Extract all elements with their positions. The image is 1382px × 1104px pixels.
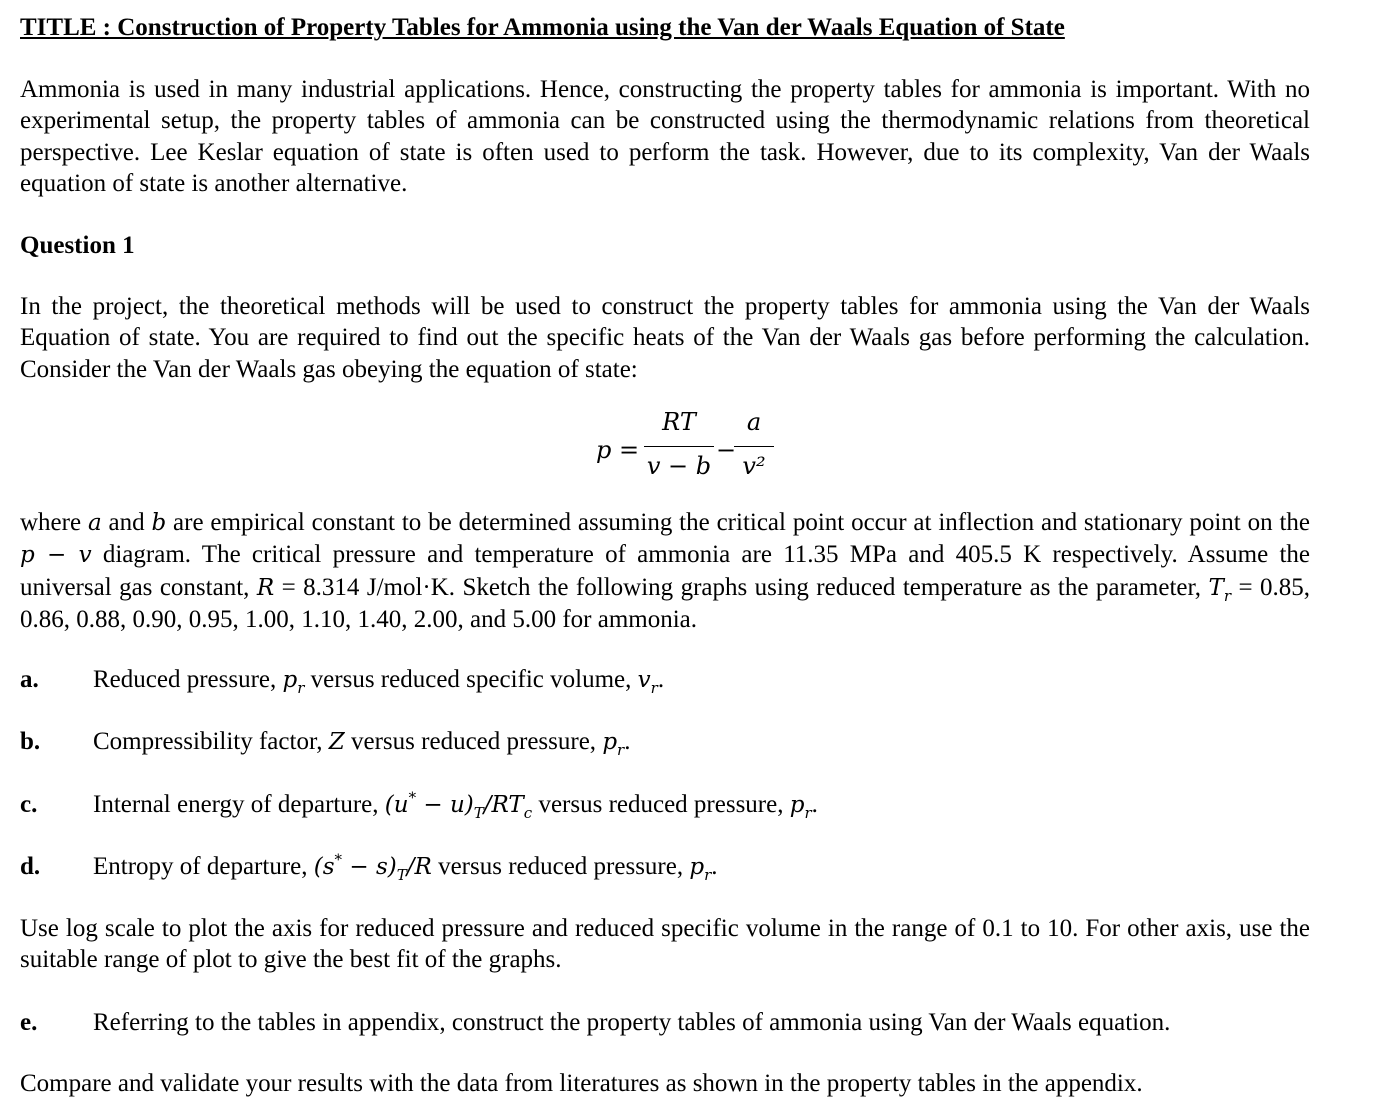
text-run: and	[101, 509, 152, 536]
symbol-a: a	[87, 510, 102, 536]
subscript-t: T	[396, 866, 407, 884]
math-expression: /RT	[483, 792, 524, 818]
intro-paragraph: Ammonia is used in many industrial applications. Hence, constructing the property tables for ammonia is important. With no experimental setup, the property tables of ammonia can be constructed using the thermodynamic relations from theoretical perspective. Lee Keslar equation of state is often used to perform the task. However, due to its complexity, Van der Waals equation of state is another alternative.	[20, 76, 1310, 197]
subscript-r: r	[704, 866, 712, 884]
superscript-star: *	[408, 788, 417, 807]
list-item-c	[20, 789, 1310, 821]
text-run: Compressibility factor,	[93, 728, 329, 755]
symbol-p: p	[282, 667, 298, 693]
list-item-d	[20, 851, 1310, 883]
subscript-c: c	[523, 804, 533, 822]
list-item-b	[20, 726, 1310, 758]
fraction-rt-over-v-minus-b	[644, 408, 714, 488]
question-heading: Question 1	[20, 232, 135, 259]
text-run: where	[20, 509, 88, 536]
subscript-t: T	[473, 804, 484, 822]
symbol-p: p	[602, 729, 618, 755]
text-run: versus reduced pressure,	[532, 791, 790, 818]
text-run: .	[811, 791, 818, 818]
math-expression: (u	[384, 792, 409, 818]
text-run: are empirical constant to be determined assuming the critical point occur at inflection and stationary point on the	[166, 509, 1310, 536]
list-item-a	[20, 664, 1310, 696]
symbol-p-minus-v: p − v	[20, 542, 92, 569]
item-label: a.	[20, 666, 39, 693]
symbol-b: b	[151, 510, 167, 536]
text-run: Entropy of departure,	[93, 853, 314, 880]
fraction-denominator-v-squared: v²	[742, 452, 766, 480]
text-run: Referring to the tables in appendix, construct the property tables of ammonia using Van der Waals equation.	[93, 1009, 1171, 1036]
compare-paragraph: Compare and validate your results with the data from literatures as shown in the property tables in the appendix.	[20, 1070, 1143, 1097]
text-run: diagram. The critical pressure and temperature of ammonia are 11.35 MPa and 405.5 K respectively. Assume the universal gas constant,	[20, 541, 1310, 601]
text-run: versus reduced pressure,	[344, 728, 603, 755]
where-paragraph	[20, 507, 1310, 635]
symbol-z: Z	[328, 729, 345, 755]
subscript-r: r	[297, 679, 305, 697]
symbol-v: v	[637, 667, 651, 693]
item-label: d.	[20, 853, 41, 880]
text-run: versus reduced specific volume,	[304, 666, 638, 693]
fraction-numerator-a: a	[746, 408, 762, 436]
superscript-star: *	[334, 850, 343, 869]
fraction-a-over-v-squared	[734, 408, 774, 488]
list-item-e	[20, 1007, 1310, 1038]
symbol-p: p	[789, 792, 805, 818]
text-run: versus reduced pressure,	[431, 853, 690, 880]
subscript-r: r	[617, 741, 625, 759]
symbol-r: R	[256, 574, 275, 601]
text-run: .	[624, 728, 631, 755]
fraction-denominator-v-minus-b: v − b	[646, 452, 712, 480]
item-label: c.	[20, 791, 38, 818]
log-scale-paragraph: Use log scale to plot the axis for reduced pressure and reduced specific volume in the range of 0.1 to 10. For other axis, use the suitable range of plot to give the best fit of the graphs.	[20, 915, 1310, 974]
equation-minus: −	[716, 436, 737, 464]
text-run: Reduced pressure,	[93, 666, 283, 693]
text-run: = 0.85, 0.86, 0.88, 0.90, 0.95, 1.00, 1.10, 1.40, 2.00, and 5.00 for ammonia.	[20, 573, 1310, 633]
item-label: e.	[20, 1009, 38, 1036]
question-paragraph: In the project, the theoretical methods will be used to construct the property tables for ammonia using the Van der Waals Equation of state. You are required to find out the specific heats of the Van der Waals gas before performing the calculation. Consider the Van der Waals gas obeying the equation of state:	[20, 293, 1310, 383]
document-title: TITLE : Construction of Property Tables for Ammonia using the Van der Waals Equation of State	[20, 14, 1065, 41]
item-label: b.	[20, 728, 41, 755]
equation-lhs: p =	[596, 436, 640, 464]
fraction-bar	[734, 446, 774, 447]
text-run: .	[711, 853, 718, 880]
text-run: = 8.314 J/mol·K. Sketch the following graphs using reduced temperature as the parameter,	[274, 573, 1209, 601]
subscript-r: r	[804, 804, 812, 822]
text-run: .	[657, 666, 665, 693]
math-expression: (s	[313, 854, 335, 880]
math-expression: − s)	[342, 854, 397, 880]
fraction-numerator-rt: RT	[662, 408, 696, 436]
math-expression: − u)	[416, 792, 474, 818]
subscript-r: r	[650, 679, 658, 697]
text-run: Internal energy of departure,	[93, 791, 385, 818]
subscript-r: r	[1223, 586, 1232, 605]
fraction-bar	[644, 446, 714, 447]
symbol-p: p	[689, 854, 705, 880]
symbol-t: T	[1208, 574, 1224, 601]
math-expression: /R	[406, 854, 432, 880]
